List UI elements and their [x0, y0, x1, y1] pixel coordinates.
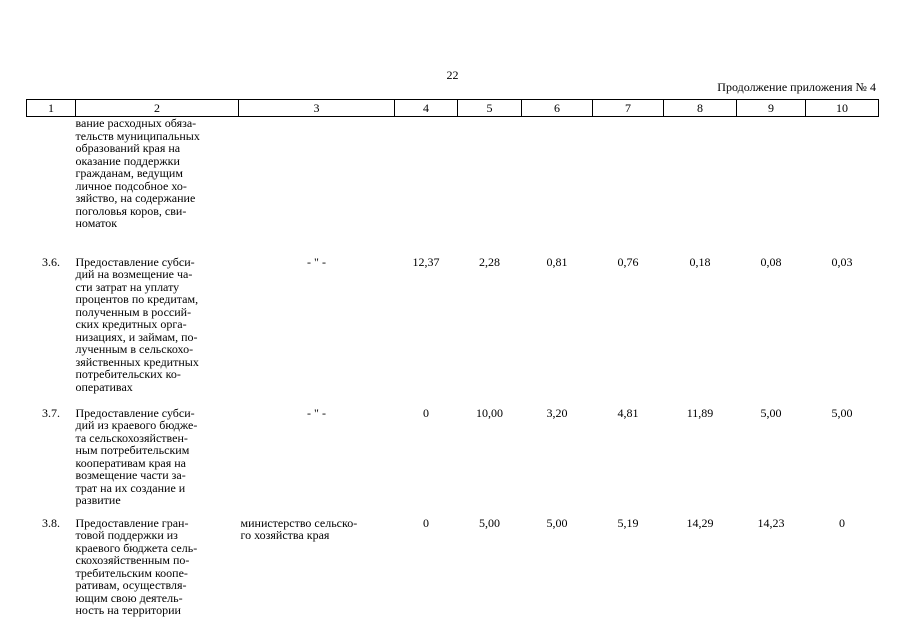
column-number-row: [27, 100, 879, 117]
value-cell: [737, 117, 806, 256]
value-cell: 0,08: [760, 254, 782, 269]
column-header: 2: [76, 100, 239, 117]
value-cell: 10,00: [476, 405, 503, 420]
value-cell: 14,23: [757, 515, 785, 530]
value-cell: 0,18: [689, 254, 711, 269]
row-description: Предоставление гран- товой поддержки из краевого бюджета сель- скохозяйственным по- требительским коопе- ративам, осуществля- ющим свою деятель- ность на территории: [75, 515, 198, 617]
column-header: 8: [664, 100, 737, 117]
table-row: [27, 407, 879, 517]
row-description: Предоставление субси- дий из краевого бюдже- та сельскохозяйствен- ным потребительским кооперативам края на возмещение части за- трат на их создание и развитие: [75, 405, 198, 507]
column-header: 7: [593, 100, 664, 117]
column-header: 5: [458, 100, 522, 117]
row-number: 3.7.: [42, 405, 60, 420]
value-cell: 5,00: [479, 515, 500, 530]
row-number: [27, 117, 76, 256]
row-number: 3.8.: [42, 515, 60, 530]
value-cell: 0,81: [546, 254, 568, 269]
value-cell: 12,37: [412, 254, 440, 269]
value-cell: 14,29: [686, 515, 714, 530]
value-cell: [593, 117, 664, 256]
value-cell: 5,19: [617, 515, 639, 530]
value-cell: 5,00: [546, 515, 568, 530]
value-cell: 5,00: [831, 405, 853, 420]
row-responsible: министерство сельско- го хозяйства края: [240, 515, 358, 542]
value-cell: 5,00: [760, 405, 782, 420]
value-cell: [522, 117, 593, 256]
value-cell: [806, 117, 879, 256]
row-number: 3.6.: [42, 254, 60, 269]
page-number: 22: [446, 68, 459, 82]
value-cell: [395, 117, 458, 256]
row-description: вание расходных обяза- тельств муниципальных образований края на оказание поддержки гражданам, ведущим личное подсобное хо- зяйство, на содержание поголовья коров, сви- номаток: [75, 116, 200, 230]
table-row: [27, 117, 879, 256]
column-header: 4: [395, 100, 458, 117]
table-row: [27, 256, 879, 407]
column-header: 1: [27, 100, 76, 117]
row-responsible: [239, 117, 395, 256]
column-header: 9: [737, 100, 806, 117]
column-header: 10: [806, 100, 879, 117]
value-cell: 4,81: [617, 405, 639, 420]
row-description: Предоставление субси- дий на возмещение ча- сти затрат на уплату процентов по кредитам, полученным в россий- ских кредитных орга- низациях, и займам, по- лученным в сельскохо- зяйственных кредитных потребительских ко- оперативах: [75, 254, 199, 394]
value-cell: 11,89: [686, 405, 714, 420]
value-cell: 0,76: [617, 254, 639, 269]
row-responsible: - " -: [307, 405, 326, 420]
value-cell: 3,20: [546, 405, 568, 420]
column-header: 6: [522, 100, 593, 117]
value-cell: [458, 117, 522, 256]
row-responsible: - " -: [307, 254, 326, 269]
value-cell: 0: [423, 405, 429, 420]
value-cell: 2,28: [479, 254, 500, 269]
budget-table: [26, 99, 879, 627]
value-cell: [664, 117, 737, 256]
column-header: 3: [239, 100, 395, 117]
appendix-continuation-label: Продолжение приложения № 4: [717, 80, 876, 94]
value-cell: 0: [839, 515, 845, 530]
value-cell: 0: [423, 515, 429, 530]
table-row: [27, 517, 879, 627]
value-cell: 0,03: [831, 254, 853, 269]
